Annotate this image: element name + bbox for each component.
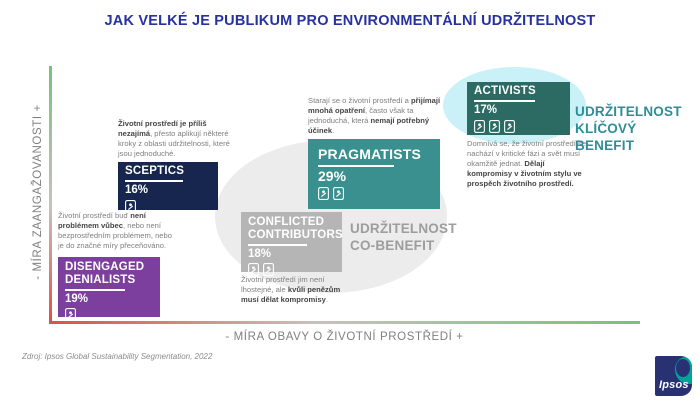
person-writing-icon: [489, 120, 500, 133]
annotation-text: Domnívá se, že životní prostředí se nachází v kritické fázi a svět musí okamžitě jednat.: [467, 139, 587, 169]
annotation-sceptics: [118, 119, 240, 159]
annotation-text: .: [325, 295, 328, 305]
annotation-text: , často však ta jednoduchá, která: [308, 106, 414, 126]
annotation-text: Životní prostředí buď: [58, 211, 131, 220]
person-writing-icon: [263, 263, 274, 276]
segment-underline: [125, 180, 183, 182]
segment-icons: [474, 120, 563, 133]
segment-percentage: 29%: [318, 168, 347, 185]
segment-underline: [474, 100, 535, 102]
annotation-text: Dělají kompromisy v životním stylu ve prospěch životního prostředí.: [467, 159, 582, 189]
segment-percentage: 16%: [125, 184, 149, 197]
person-writing-icon: [474, 120, 485, 133]
annotation-text: , nebo není bezprostředním problémem, nebo je do značné míry přeceňováno.: [58, 221, 172, 251]
segment-box-disengaged-denialists: [58, 257, 160, 317]
zone-label-key-benefit: UDRŽITELNOST KLÍČOVÝ BENEFIT: [575, 104, 682, 153]
y-axis-label: - MÍRA ZAANGAŽOVANOSTI +: [32, 104, 44, 280]
annotation-text: Životní prostředí jim není lhostejné, ale: [241, 275, 325, 295]
annotation-text: nemají potřebný účinek: [308, 116, 430, 136]
annotation-conflicted-contributors: [241, 275, 353, 305]
segment-name: ACTIVISTS: [474, 85, 536, 97]
zone-label-co-benefit: UDRŽITELNOST CO-BENEFIT: [350, 221, 457, 253]
ipsos-logo: [655, 356, 692, 396]
segment-name: PRAGMATISTS: [318, 146, 422, 162]
annotation-text: kvůli penězům musí dělat kompromisy: [241, 285, 341, 305]
segment-underline: [318, 165, 394, 167]
annotation-text: Životní prostředí je příliš nezajímá: [118, 119, 207, 139]
segment-percentage: 19%: [65, 293, 89, 306]
annotation-text: , přesto aplikují některé kroky z oblasti udržitelnosti, které jsou jednoduché.: [118, 129, 230, 159]
segment-box-activists: [467, 82, 570, 135]
segment-name: DISENGAGED DENIALISTS: [65, 261, 145, 286]
annotation-text: .: [332, 126, 335, 136]
annotation-pragmatists: [308, 96, 446, 136]
segment-box-pragmatists: [308, 139, 440, 209]
x-axis-label: - MÍRA OBAVY O ŽIVOTNÍ PROSTŘEDÍ +: [225, 331, 464, 343]
annotation-text: Starají se o životní prostředí a: [308, 96, 411, 105]
segment-underline: [248, 244, 307, 246]
segment-icons: [125, 200, 211, 213]
annotation-disengaged-denialists: [58, 211, 172, 251]
person-writing-icon: [248, 263, 259, 276]
page-title: JAK VELKÉ JE PUBLIKUM PRO ENVIRONMENTÁLNÍ UDRŽITELNOST: [104, 13, 596, 29]
segment-box-conflicted-contributors: [241, 212, 342, 272]
ipsos-logo-text: Ipsos: [659, 379, 689, 391]
segment-percentage: 18%: [248, 248, 272, 261]
person-writing-icon: [125, 200, 136, 213]
segment-icons: [318, 187, 430, 200]
segment-icons: [248, 263, 335, 276]
segment-box-sceptics: [118, 162, 218, 210]
person-writing-icon: [318, 187, 329, 200]
segment-icons: [65, 308, 153, 321]
source-note: Zdroj: Ipsos Global Sustainability Segmentation, 2022: [22, 352, 213, 361]
segment-name: CONFLICTED CONTRIBUTORS: [248, 216, 343, 241]
person-writing-icon: [65, 308, 76, 321]
ipsos-logo-face-swoosh-cut: [676, 359, 690, 377]
y-axis-line: [49, 66, 52, 322]
segment-name: SCEPTICS: [125, 165, 185, 177]
annotation-text: není problémem vůbec: [58, 211, 146, 231]
person-writing-icon: [333, 187, 344, 200]
annotation-activists: [467, 139, 587, 189]
annotation-text: přijímají mnohá opatření: [308, 96, 441, 116]
segment-underline: [65, 289, 125, 291]
person-writing-icon: [504, 120, 515, 133]
segment-percentage: 17%: [474, 104, 498, 117]
